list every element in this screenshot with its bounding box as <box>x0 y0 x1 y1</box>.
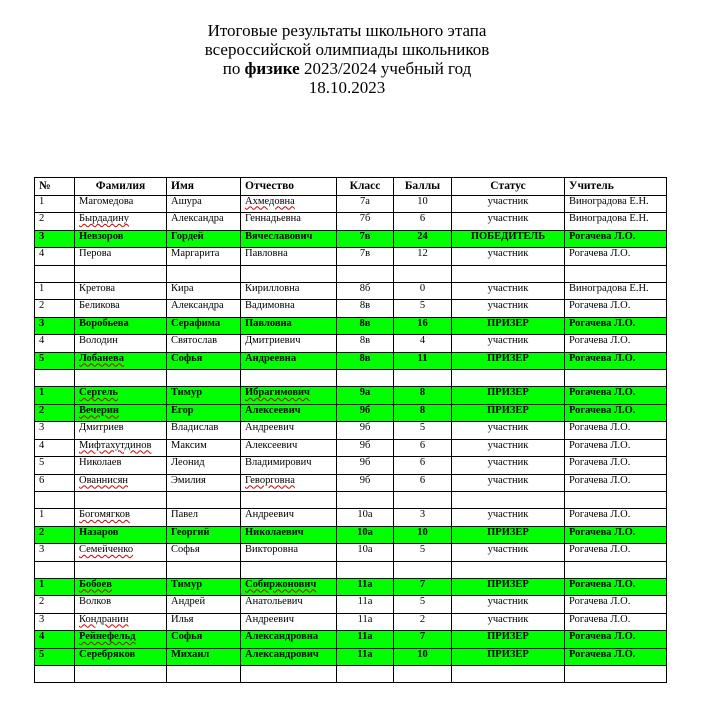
cell-surname: Перова <box>75 248 167 266</box>
cell-patronymic: Вадимовна <box>241 300 337 318</box>
empty-cell <box>337 265 394 282</box>
cell-score: 0 <box>394 282 452 300</box>
cell-score: 7 <box>394 578 452 596</box>
cell-surname: Кретова <box>75 282 167 300</box>
cell-number: 3 <box>35 544 75 562</box>
cell-name: Максим <box>167 439 241 457</box>
empty-cell <box>35 370 75 387</box>
table-row <box>35 422 667 440</box>
cell-name: Тимур <box>167 387 241 405</box>
cell-surname: Володин <box>75 335 167 353</box>
cell-teacher: Рогачева Л.О. <box>565 317 667 335</box>
cell-class: 8в <box>337 300 394 318</box>
cell-number: 6 <box>35 474 75 492</box>
cell-score: 6 <box>394 439 452 457</box>
cell-class: 9б <box>337 457 394 475</box>
cell-class: 8б <box>337 282 394 300</box>
table-row <box>35 457 667 475</box>
table-row-awardee <box>35 526 667 544</box>
cell-teacher: Рогачева Л.О. <box>565 352 667 370</box>
cell-number: 5 <box>35 352 75 370</box>
table-row <box>35 613 667 631</box>
cell-number: 5 <box>35 457 75 475</box>
cell-patronymic: Павловна <box>241 248 337 266</box>
cell-patronymic: Ибрагимович <box>241 387 337 405</box>
cell-patronymic: Владимирович <box>241 457 337 475</box>
cell-class: 9а <box>337 387 394 405</box>
cell-name: Михаил <box>167 648 241 666</box>
empty-cell <box>452 265 565 282</box>
cell-patronymic: Собиржонович <box>241 578 337 596</box>
empty-cell <box>75 370 167 387</box>
cell-score: 4 <box>394 335 452 353</box>
cell-name: Маргарита <box>167 248 241 266</box>
empty-cell <box>565 370 667 387</box>
cell-name: Андрей <box>167 596 241 614</box>
cell-teacher: Рогачева Л.О. <box>565 248 667 266</box>
title-line-3-prefix: по <box>222 59 245 78</box>
cell-score: 8 <box>394 387 452 405</box>
empty-cell <box>241 265 337 282</box>
table-spacer-row <box>35 265 667 282</box>
cell-status: участник <box>452 509 565 527</box>
title-line-2: всероссийской олимпиады школьников <box>204 40 490 59</box>
empty-cell <box>75 492 167 509</box>
cell-patronymic: Андреевич <box>241 422 337 440</box>
empty-cell <box>241 666 337 683</box>
cell-class: 9б <box>337 474 394 492</box>
table-row-awardee <box>35 387 667 405</box>
cell-name: Владислав <box>167 422 241 440</box>
cell-surname: Волков <box>75 596 167 614</box>
cell-score: 10 <box>394 195 452 213</box>
cell-number: 1 <box>35 509 75 527</box>
empty-cell <box>35 561 75 578</box>
empty-cell <box>452 492 565 509</box>
cell-status: участник <box>452 335 565 353</box>
cell-number: 2 <box>35 596 75 614</box>
cell-patronymic: Андреевна <box>241 352 337 370</box>
table-row <box>35 300 667 318</box>
cell-patronymic: Алексеевич <box>241 439 337 457</box>
cell-class: 10а <box>337 544 394 562</box>
cell-status: участник <box>452 248 565 266</box>
empty-cell <box>394 265 452 282</box>
cell-status: ПРИЗЕР <box>452 526 565 544</box>
cell-surname: Сергель <box>75 387 167 405</box>
cell-surname: Назаров <box>75 526 167 544</box>
empty-cell <box>167 561 241 578</box>
cell-name: Софья <box>167 631 241 649</box>
cell-surname: Невзоров <box>75 230 167 248</box>
empty-cell <box>452 666 565 683</box>
cell-surname: Ованнисян <box>75 474 167 492</box>
cell-score: 10 <box>394 526 452 544</box>
empty-cell <box>75 265 167 282</box>
cell-number: 2 <box>35 300 75 318</box>
cell-surname: Магомедова <box>75 195 167 213</box>
cell-surname: Бобоев <box>75 578 167 596</box>
cell-teacher: Виноградова Е.Н. <box>565 213 667 231</box>
header-status: Статус <box>452 178 565 196</box>
cell-score: 6 <box>394 474 452 492</box>
cell-class: 9б <box>337 439 394 457</box>
empty-cell <box>35 492 75 509</box>
empty-cell <box>337 561 394 578</box>
empty-cell <box>35 265 75 282</box>
empty-cell <box>337 370 394 387</box>
document-title <box>0 21 694 97</box>
cell-teacher: Рогачева Л.О. <box>565 509 667 527</box>
cell-score: 16 <box>394 317 452 335</box>
title-subject: физике <box>244 59 300 78</box>
cell-number: 4 <box>35 248 75 266</box>
cell-name: Ашура <box>167 195 241 213</box>
cell-number: 1 <box>35 195 75 213</box>
cell-teacher: Рогачева Л.О. <box>565 230 667 248</box>
cell-class: 9б <box>337 404 394 422</box>
cell-teacher: Рогачева Л.О. <box>565 596 667 614</box>
header-surname: Фамилия <box>75 178 167 196</box>
cell-name: Софья <box>167 352 241 370</box>
cell-name: Павел <box>167 509 241 527</box>
header-teacher: Учитель <box>565 178 667 196</box>
cell-score: 2 <box>394 613 452 631</box>
empty-cell <box>565 561 667 578</box>
cell-surname: Серебряков <box>75 648 167 666</box>
cell-class: 11а <box>337 631 394 649</box>
table-row <box>35 213 667 231</box>
cell-class: 9б <box>337 422 394 440</box>
table-row <box>35 596 667 614</box>
cell-status: участник <box>452 613 565 631</box>
cell-status: ПРИЗЕР <box>452 352 565 370</box>
cell-surname: Николаев <box>75 457 167 475</box>
table-row-awardee <box>35 317 667 335</box>
cell-score: 6 <box>394 457 452 475</box>
cell-patronymic: Дмитриевич <box>241 335 337 353</box>
cell-patronymic: Анатольевич <box>241 596 337 614</box>
cell-teacher: Рогачева Л.О. <box>565 457 667 475</box>
cell-score: 5 <box>394 596 452 614</box>
empty-cell <box>337 666 394 683</box>
cell-status: участник <box>452 300 565 318</box>
header-patronymic: Отчество <box>241 178 337 196</box>
table-row <box>35 474 667 492</box>
cell-class: 11а <box>337 648 394 666</box>
cell-patronymic: Алексеевич <box>241 404 337 422</box>
empty-cell <box>337 492 394 509</box>
cell-surname: Мифтахутдинов <box>75 439 167 457</box>
title-line-1: Итоговые результаты школьного этапа <box>207 21 487 40</box>
cell-patronymic: Вячеславович <box>241 230 337 248</box>
empty-cell <box>565 265 667 282</box>
table-row-awardee <box>35 578 667 596</box>
table-row <box>35 509 667 527</box>
cell-name: Гордей <box>167 230 241 248</box>
cell-name: Александра <box>167 300 241 318</box>
table-row <box>35 439 667 457</box>
cell-score: 5 <box>394 300 452 318</box>
cell-patronymic: Александрович <box>241 648 337 666</box>
table-row <box>35 335 667 353</box>
cell-number: 3 <box>35 317 75 335</box>
title-date: 18.10.2023 <box>308 78 386 97</box>
cell-number: 4 <box>35 335 75 353</box>
cell-patronymic: Викторовна <box>241 544 337 562</box>
cell-name: Кира <box>167 282 241 300</box>
empty-cell <box>75 666 167 683</box>
table-header-row <box>35 178 667 196</box>
cell-patronymic: Павловна <box>241 317 337 335</box>
cell-status: ПОБЕДИТЕЛЬ <box>452 230 565 248</box>
cell-number: 2 <box>35 213 75 231</box>
cell-score: 10 <box>394 648 452 666</box>
cell-patronymic: Ахмедовна <box>241 195 337 213</box>
empty-cell <box>35 666 75 683</box>
cell-patronymic: Андреевич <box>241 613 337 631</box>
cell-patronymic: Андреевич <box>241 509 337 527</box>
cell-class: 11а <box>337 578 394 596</box>
cell-number: 2 <box>35 404 75 422</box>
cell-teacher: Рогачева Л.О. <box>565 648 667 666</box>
cell-teacher: Рогачева Л.О. <box>565 474 667 492</box>
cell-status: участник <box>452 457 565 475</box>
cell-class: 11а <box>337 613 394 631</box>
cell-patronymic: Александровна <box>241 631 337 649</box>
cell-patronymic: Кирилловна <box>241 282 337 300</box>
cell-teacher: Рогачева Л.О. <box>565 613 667 631</box>
cell-class: 10а <box>337 526 394 544</box>
empty-cell <box>167 370 241 387</box>
header-class: Класс <box>337 178 394 196</box>
cell-number: 3 <box>35 613 75 631</box>
cell-name: Тимур <box>167 578 241 596</box>
cell-teacher: Виноградова Е.Н. <box>565 195 667 213</box>
empty-cell <box>167 666 241 683</box>
cell-status: участник <box>452 213 565 231</box>
cell-name: Леонид <box>167 457 241 475</box>
cell-class: 7в <box>337 230 394 248</box>
cell-teacher: Рогачева Л.О. <box>565 300 667 318</box>
cell-number: 4 <box>35 439 75 457</box>
cell-status: ПРИЗЕР <box>452 387 565 405</box>
cell-surname: Лобанева <box>75 352 167 370</box>
cell-number: 2 <box>35 526 75 544</box>
cell-name: Софья <box>167 544 241 562</box>
cell-score: 11 <box>394 352 452 370</box>
cell-name: Серафима <box>167 317 241 335</box>
empty-cell <box>167 492 241 509</box>
empty-cell <box>394 561 452 578</box>
cell-patronymic: Николаевич <box>241 526 337 544</box>
cell-number: 1 <box>35 578 75 596</box>
cell-surname: Рейнефельд <box>75 631 167 649</box>
cell-score: 5 <box>394 544 452 562</box>
cell-class: 8в <box>337 352 394 370</box>
cell-score: 12 <box>394 248 452 266</box>
cell-status: участник <box>452 544 565 562</box>
header-number: № <box>35 178 75 196</box>
cell-surname: Кондранин <box>75 613 167 631</box>
cell-score: 8 <box>394 404 452 422</box>
table-row <box>35 544 667 562</box>
cell-surname: Бырдадину <box>75 213 167 231</box>
table-spacer-row <box>35 561 667 578</box>
title-line-3-suffix: 2023/2024 учебный год <box>299 59 472 78</box>
results-table <box>34 177 667 683</box>
cell-name: Егор <box>167 404 241 422</box>
cell-teacher: Виноградова Е.Н. <box>565 282 667 300</box>
header-name: Имя <box>167 178 241 196</box>
table-spacer-row <box>35 492 667 509</box>
cell-name: Илья <box>167 613 241 631</box>
cell-status: ПРИЗЕР <box>452 317 565 335</box>
cell-number: 1 <box>35 387 75 405</box>
table-row <box>35 282 667 300</box>
cell-surname: Воробьева <box>75 317 167 335</box>
empty-cell <box>565 492 667 509</box>
empty-cell <box>241 370 337 387</box>
cell-class: 7б <box>337 213 394 231</box>
cell-status: участник <box>452 596 565 614</box>
cell-class: 8в <box>337 335 394 353</box>
cell-score: 7 <box>394 631 452 649</box>
cell-teacher: Рогачева Л.О. <box>565 526 667 544</box>
cell-patronymic: Геворговна <box>241 474 337 492</box>
cell-class: 11а <box>337 596 394 614</box>
cell-status: ПРИЗЕР <box>452 578 565 596</box>
cell-teacher: Рогачева Л.О. <box>565 631 667 649</box>
cell-number: 1 <box>35 282 75 300</box>
cell-status: участник <box>452 422 565 440</box>
empty-cell <box>241 561 337 578</box>
table-body <box>35 195 667 683</box>
cell-surname: Вечерин <box>75 404 167 422</box>
cell-status: ПРИЗЕР <box>452 631 565 649</box>
cell-name: Эмилия <box>167 474 241 492</box>
table-spacer-row <box>35 666 667 683</box>
cell-class: 7а <box>337 195 394 213</box>
table-spacer-row <box>35 370 667 387</box>
header-score: Баллы <box>394 178 452 196</box>
table-row-awardee <box>35 648 667 666</box>
table-row-awardee <box>35 631 667 649</box>
cell-number: 3 <box>35 422 75 440</box>
cell-status: ПРИЗЕР <box>452 648 565 666</box>
empty-cell <box>241 492 337 509</box>
cell-surname: Дмитриев <box>75 422 167 440</box>
cell-class: 10а <box>337 509 394 527</box>
table-row <box>35 248 667 266</box>
cell-score: 5 <box>394 422 452 440</box>
cell-teacher: Рогачева Л.О. <box>565 422 667 440</box>
cell-class: 7в <box>337 248 394 266</box>
table-row-awardee <box>35 352 667 370</box>
cell-name: Георгий <box>167 526 241 544</box>
cell-teacher: Рогачева Л.О. <box>565 335 667 353</box>
cell-number: 5 <box>35 648 75 666</box>
cell-score: 24 <box>394 230 452 248</box>
empty-cell <box>167 265 241 282</box>
cell-teacher: Рогачева Л.О. <box>565 544 667 562</box>
cell-name: Святослав <box>167 335 241 353</box>
cell-teacher: Рогачева Л.О. <box>565 387 667 405</box>
cell-status: участник <box>452 195 565 213</box>
cell-number: 4 <box>35 631 75 649</box>
empty-cell <box>452 561 565 578</box>
cell-teacher: Рогачева Л.О. <box>565 439 667 457</box>
empty-cell <box>452 370 565 387</box>
empty-cell <box>394 370 452 387</box>
cell-patronymic: Геннадьевна <box>241 213 337 231</box>
cell-surname: Богомягков <box>75 509 167 527</box>
empty-cell <box>75 561 167 578</box>
cell-number: 3 <box>35 230 75 248</box>
cell-score: 6 <box>394 213 452 231</box>
empty-cell <box>565 666 667 683</box>
table-row-awardee <box>35 230 667 248</box>
cell-teacher: Рогачева Л.О. <box>565 578 667 596</box>
cell-score: 3 <box>394 509 452 527</box>
cell-status: участник <box>452 439 565 457</box>
table-row <box>35 195 667 213</box>
title-line-3 <box>0 59 694 78</box>
cell-surname: Беликова <box>75 300 167 318</box>
cell-name: Александра <box>167 213 241 231</box>
empty-cell <box>394 492 452 509</box>
table-row-awardee <box>35 404 667 422</box>
cell-teacher: Рогачева Л.О. <box>565 404 667 422</box>
cell-status: участник <box>452 474 565 492</box>
cell-class: 8в <box>337 317 394 335</box>
cell-status: ПРИЗЕР <box>452 404 565 422</box>
cell-surname: Семейченко <box>75 544 167 562</box>
empty-cell <box>394 666 452 683</box>
cell-status: участник <box>452 282 565 300</box>
